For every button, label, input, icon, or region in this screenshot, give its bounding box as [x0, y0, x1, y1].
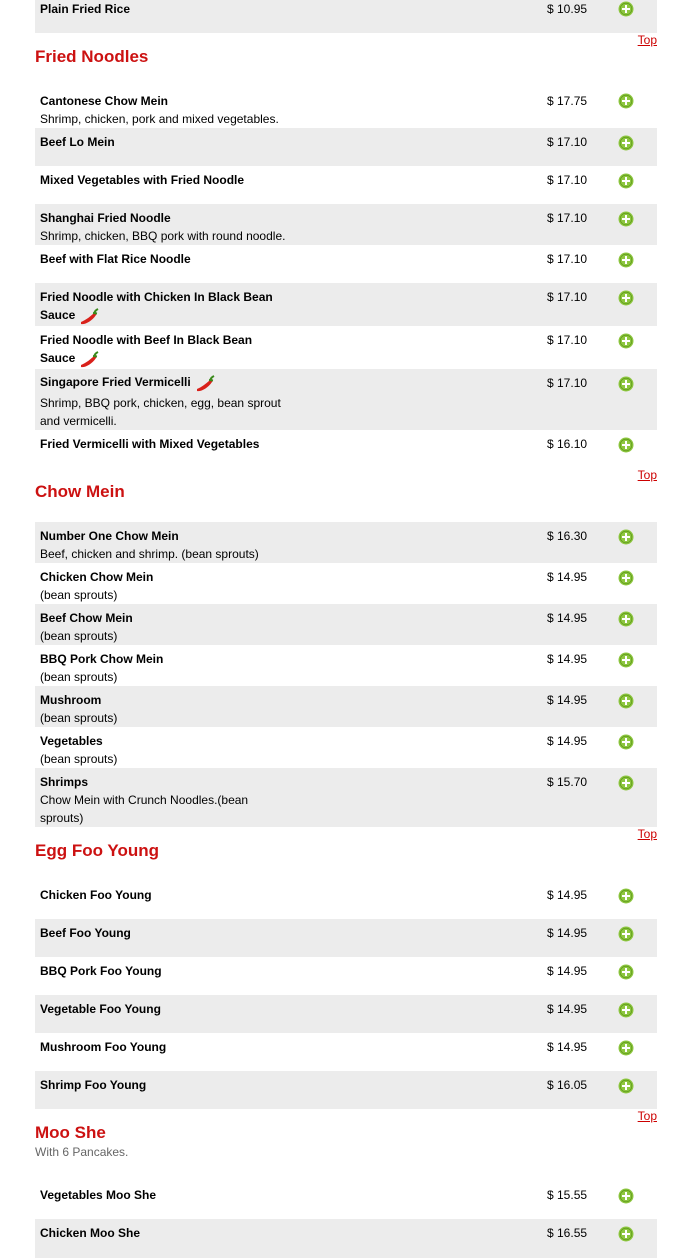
item-name-text: Singapore Fried Vermicelli: [40, 375, 191, 390]
add-to-cart-icon[interactable]: [618, 1002, 634, 1018]
item-name: Vegetable Foo Young: [40, 1002, 161, 1016]
add-to-cart-icon[interactable]: [618, 333, 634, 349]
item-name: Fried Vermicelli with Mixed Vegetables: [40, 437, 260, 451]
add-to-cart-icon[interactable]: [618, 376, 634, 392]
item-price: $ 17.10: [547, 290, 588, 304]
add-to-cart-icon[interactable]: [618, 693, 634, 709]
section-title: Egg Foo Young: [35, 841, 160, 860]
add-to-cart-icon[interactable]: [618, 173, 634, 189]
item-name: Mushroom: [40, 693, 102, 707]
chili-pepper-icon: [79, 306, 101, 326]
item-name: Vegetables: [40, 734, 103, 748]
item-price: $ 10.95: [547, 2, 588, 16]
menu-item: [35, 881, 657, 919]
section-title: Moo She: [35, 1123, 106, 1142]
item-name: Chicken Moo She: [40, 1226, 141, 1240]
menu-item: [35, 1071, 657, 1109]
item-name: Vegetables Moo She: [40, 1188, 157, 1202]
top-link[interactable]: Top: [637, 1109, 657, 1123]
item-name: Plain Fried Rice: [40, 2, 131, 16]
menu-item: [35, 957, 657, 995]
item-name: [40, 288, 285, 326]
item-description: (bean sprouts): [40, 588, 118, 602]
section-title: Chow Mein: [35, 482, 125, 501]
menu-item: [35, 768, 657, 827]
item-price: $ 15.55: [547, 1188, 588, 1202]
item-name: [40, 373, 300, 393]
add-to-cart-icon[interactable]: [618, 290, 634, 306]
item-price: $ 15.70: [547, 775, 588, 789]
menu-item: [35, 128, 657, 166]
item-name-text: Fried Noodle with Beef In Black Bean Sauce: [40, 333, 253, 366]
item-name: Mushroom Foo Young: [40, 1040, 167, 1054]
add-to-cart-icon[interactable]: [618, 652, 634, 668]
item-description: Shrimp, BBQ pork, chicken, egg, bean sprout and vermicelli.: [40, 396, 281, 428]
item-name: Beef Lo Mein: [40, 135, 115, 149]
item-description: Shrimp, chicken, pork and mixed vegetables.: [40, 112, 279, 126]
menu-item: [35, 245, 657, 283]
add-to-cart-icon[interactable]: [618, 1, 634, 17]
add-to-cart-icon[interactable]: [618, 570, 634, 586]
add-to-cart-icon[interactable]: [618, 93, 634, 109]
item-price: $ 16.10: [547, 437, 588, 451]
menu-item: [35, 995, 657, 1033]
menu-item: [35, 430, 657, 466]
item-price: $ 17.10: [547, 333, 588, 347]
item-price: $ 14.95: [547, 964, 588, 978]
menu-item: [35, 686, 657, 727]
menu-item: [35, 522, 657, 563]
section-title: Fried Noodles: [35, 47, 149, 66]
top-link[interactable]: Top: [637, 33, 657, 47]
item-name: Shanghai Fried Noodle: [40, 211, 171, 225]
item-name: Shrimps: [40, 775, 89, 789]
menu-item: [35, 727, 657, 768]
add-to-cart-icon[interactable]: [618, 135, 634, 151]
item-description: (bean sprouts): [40, 670, 118, 684]
item-price: $ 17.75: [547, 94, 588, 108]
item-description: Beef, chicken and shrimp. (bean sprouts): [40, 547, 259, 561]
item-name: Mixed Vegetables with Fried Noodle: [40, 173, 245, 187]
item-price: $ 14.95: [547, 888, 588, 902]
chili-pepper-icon: [79, 349, 101, 369]
item-price: $ 17.10: [547, 173, 588, 187]
add-to-cart-icon[interactable]: [618, 437, 634, 453]
top-link[interactable]: Top: [637, 827, 657, 841]
item-price: $ 14.95: [547, 693, 588, 707]
add-to-cart-icon[interactable]: [618, 1040, 634, 1056]
add-to-cart-icon[interactable]: [618, 252, 634, 268]
item-description: Chow Mein with Crunch Noodles.(bean sprouts): [40, 793, 249, 825]
menu-item: [35, 604, 657, 645]
add-to-cart-icon[interactable]: [618, 529, 634, 545]
item-price: $ 17.10: [547, 211, 588, 225]
item-name-text: Fried Noodle with Chicken In Black Bean Sauce: [40, 290, 273, 323]
add-to-cart-icon[interactable]: [618, 964, 634, 980]
item-price: $ 16.55: [547, 1226, 588, 1240]
add-to-cart-icon[interactable]: [618, 775, 634, 791]
menu-item: [35, 1033, 657, 1071]
item-description: (bean sprouts): [40, 752, 118, 766]
add-to-cart-icon[interactable]: [618, 1078, 634, 1094]
item-description: (bean sprouts): [40, 629, 118, 643]
add-to-cart-icon[interactable]: [618, 734, 634, 750]
item-price: $ 14.95: [547, 652, 588, 666]
item-price: $ 14.95: [547, 570, 588, 584]
menu-item: [35, 204, 657, 245]
item-name: Chicken Foo Young: [40, 888, 152, 902]
menu-item: [35, 919, 657, 957]
item-name: BBQ Pork Foo Young: [40, 964, 162, 978]
add-to-cart-icon[interactable]: [618, 926, 634, 942]
menu-item: [35, 326, 657, 369]
item-price: $ 16.30: [547, 529, 588, 543]
add-to-cart-icon[interactable]: [618, 1188, 634, 1204]
item-description: (bean sprouts): [40, 711, 118, 725]
item-name: Beef Chow Mein: [40, 611, 133, 625]
item-price: $ 16.05: [547, 1078, 588, 1092]
item-price: $ 14.95: [547, 1002, 588, 1016]
item-price: $ 14.95: [547, 611, 588, 625]
section-note: With 6 Pancakes.: [35, 1145, 129, 1159]
menu-item: [35, 283, 657, 326]
item-name: Number One Chow Mein: [40, 529, 179, 543]
item-name: Beef Foo Young: [40, 926, 131, 940]
add-to-cart-icon[interactable]: [618, 888, 634, 904]
menu-item: [35, 0, 657, 33]
item-price: $ 14.95: [547, 734, 588, 748]
menu-item: [35, 166, 657, 204]
item-price: $ 17.10: [547, 252, 588, 266]
menu-item: [35, 369, 657, 430]
item-price: $ 14.95: [547, 1040, 588, 1054]
menu-item: [35, 83, 657, 128]
menu-item: [35, 563, 657, 604]
menu-item: [35, 1181, 657, 1219]
add-to-cart-icon[interactable]: [618, 611, 634, 627]
item-description: Shrimp, chicken, BBQ pork with round noodle.: [40, 229, 286, 243]
item-name: Beef with Flat Rice Noodle: [40, 252, 191, 266]
item-name: BBQ Pork Chow Mein: [40, 652, 164, 666]
item-price: $ 17.10: [547, 135, 588, 149]
chili-pepper-icon: [195, 373, 217, 393]
top-link[interactable]: Top: [637, 468, 657, 482]
item-price: $ 14.95: [547, 926, 588, 940]
item-name: [40, 331, 270, 369]
item-price: $ 17.10: [547, 376, 588, 390]
add-to-cart-icon[interactable]: [618, 211, 634, 227]
item-name: Cantonese Chow Mein: [40, 94, 169, 108]
item-name: Chicken Chow Mein: [40, 570, 154, 584]
menu-item: [35, 1219, 657, 1258]
add-to-cart-icon[interactable]: [618, 1226, 634, 1242]
item-name: Shrimp Foo Young: [40, 1078, 147, 1092]
menu-item: [35, 645, 657, 686]
